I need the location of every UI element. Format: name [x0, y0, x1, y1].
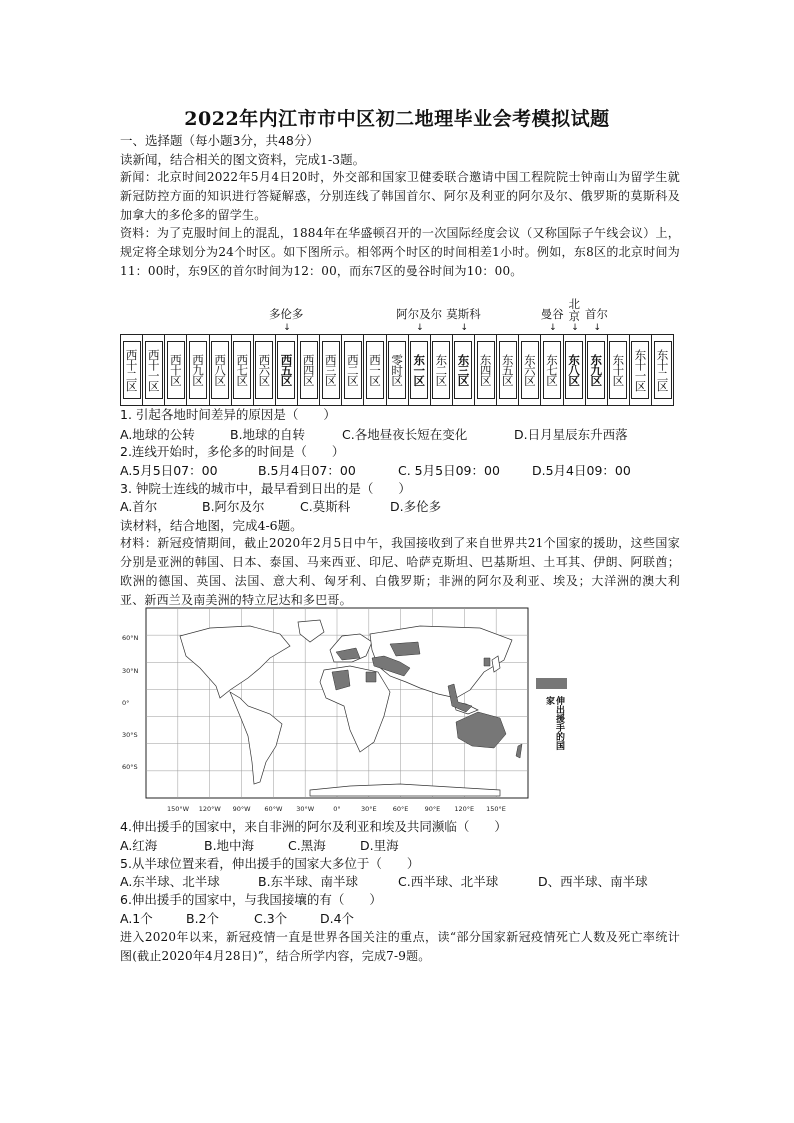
timezone-label: 东四区 — [477, 341, 495, 399]
timezone-label: 东九区 — [587, 341, 605, 399]
intro-text-2: 读材料，结合地图，完成4-6题。 — [120, 518, 303, 533]
timezone-cell — [608, 335, 630, 405]
question-1: 1. 引起各地时间差异的原因是（ ） — [120, 407, 336, 422]
timezone-city-label: 莫斯科 — [446, 307, 481, 321]
question-6-options — [120, 910, 700, 928]
option-b[interactable]: B.5月4日07：00 — [258, 463, 356, 478]
down-arrow-icon: ↓ — [416, 323, 424, 333]
timezone-cell — [519, 335, 541, 405]
option-b[interactable]: B.地中海 — [204, 838, 255, 853]
latitude-label: 60°S — [122, 763, 138, 771]
timezone-label: 东八区 — [565, 341, 583, 399]
latitude-label: 60°N — [122, 634, 139, 642]
timezone-cell — [497, 335, 519, 405]
timezone-cell — [187, 335, 209, 405]
longitude-label: 60°W — [264, 805, 283, 813]
timezone-cell — [541, 335, 563, 405]
timezone-cell — [630, 335, 652, 405]
option-b[interactable]: B.东半球、南半球 — [258, 874, 359, 889]
option-d[interactable]: D.多伦多 — [390, 499, 442, 514]
latitude-label: 0° — [122, 699, 130, 707]
longitude-label: 150°E — [486, 805, 506, 813]
timezone-city-label: 多伦多 — [268, 307, 304, 321]
option-d[interactable]: D.5月4日09：00 — [532, 463, 631, 478]
timezone-label: 东七区 — [543, 341, 561, 399]
question-4: 4.伸出援手的国家中，来自非洲的阿尔及利亚和埃及共同濒临（ ） — [120, 819, 507, 834]
timezone-cell — [210, 335, 232, 405]
longitude-label: 90°W — [232, 805, 251, 813]
timezone-label: 西十一区 — [145, 341, 163, 399]
timezone-label: 西十二区 — [123, 341, 141, 399]
timezone-label: 东三区 — [454, 341, 472, 399]
timezone-cell — [409, 335, 431, 405]
down-arrow-icon: ↓ — [283, 323, 291, 333]
material-paragraph-2: 材料：新冠疫情期间，截止2020年2月5日中午，我国接收到了来自世界共21个国家的援助，这些国家分别是亚洲的韩国、日本、泰国、马来西亚、印尼、哈萨克斯坦、巴基斯坦、土耳其、伊朗、阿联酋；欧洲的德国、英国、法国、意大利、匈牙利、白俄罗斯；非洲的阿尔及利亚、埃及；大洋洲的澳大利亚、新西兰及南美洲的特立尼达和多巴哥。 — [120, 536, 680, 607]
option-b[interactable]: B.2个 — [186, 911, 220, 926]
longitude-label: 120°E — [454, 805, 475, 813]
timezone-label: 东一区 — [410, 341, 428, 399]
timezone-label: 西一区 — [366, 341, 384, 399]
longitude-label: 120°W — [198, 805, 221, 813]
option-c[interactable]: C.各地昼夜长短在变化 — [342, 427, 468, 442]
intro-text-3: 进入2020年以来，新冠疫情一直是世界各国关注的重点，读“部分国家新冠疫情死亡人数及死亡率统计图(截止2020年4月28日)”，结合所学内容，完成7-9题。 — [120, 930, 680, 963]
option-a[interactable]: A.红海 — [120, 838, 158, 853]
section-heading: 一、选择题（每小题3分，共48分） — [120, 133, 319, 148]
option-a[interactable]: A.首尔 — [120, 499, 158, 514]
option-d[interactable]: D.4个 — [320, 911, 355, 926]
down-arrow-icon: ↓ — [549, 323, 557, 333]
question-4-options — [120, 837, 700, 855]
latitude-label: 30°S — [122, 731, 138, 739]
question-3: 3. 钟院士连线的城市中，最早看到日出的是（ ） — [120, 481, 411, 496]
option-a[interactable]: A.地球的公转 — [120, 427, 195, 442]
timezone-label: 东五区 — [499, 341, 517, 399]
map-legend — [534, 676, 570, 756]
down-arrow-icon: ↓ — [593, 323, 601, 333]
option-b[interactable]: B.阿尔及尔 — [202, 499, 265, 514]
world-map — [120, 606, 530, 818]
timezone-label: 东六区 — [521, 341, 539, 399]
timezone-cell — [121, 335, 143, 405]
option-d[interactable]: D.里海 — [360, 838, 399, 853]
timezone-cell — [652, 335, 673, 405]
page-title: 2022年内江市市中区初二地理毕业会考模拟试题 — [184, 108, 610, 130]
timezone-label: 西二区 — [344, 341, 362, 399]
timezone-cell — [254, 335, 276, 405]
timezone-label: 西六区 — [255, 341, 273, 399]
legend-label: 伸出援手的国家 — [544, 696, 564, 750]
down-arrow-icon: ↓ — [460, 323, 469, 333]
option-c[interactable]: C.莫斯科 — [300, 499, 351, 514]
question-5-options — [120, 873, 700, 891]
timezone-cell — [276, 335, 298, 405]
timezone-cell — [564, 335, 586, 405]
timezone-city-label: 曼谷 — [540, 307, 564, 321]
option-c[interactable]: C. 5月5日09：00 — [398, 463, 500, 478]
question-1-options — [120, 426, 700, 444]
longitude-label: 30°W — [296, 805, 315, 813]
longitude-label: 30°E — [360, 805, 377, 813]
timezone-label: 西九区 — [189, 341, 207, 399]
option-c[interactable]: C.3个 — [254, 911, 288, 926]
timezone-cell — [453, 335, 475, 405]
timezone-label: 东十区 — [609, 341, 627, 399]
question-2: 2.连线开始时，多伦多的时间是（ ） — [120, 444, 345, 459]
option-c[interactable]: C.西半球、北半球 — [398, 874, 499, 889]
down-arrow-icon: ↓ — [571, 323, 579, 333]
timezone-label: 东十一区 — [631, 341, 649, 399]
timezone-cell — [342, 335, 364, 405]
timezone-cell — [232, 335, 254, 405]
option-a[interactable]: A.5月5日07：00 — [120, 463, 218, 478]
timezone-label: 西三区 — [322, 341, 340, 399]
longitude-label: 90°E — [424, 805, 441, 813]
option-d[interactable]: D.日月星辰东升西落 — [514, 427, 628, 442]
timezone-cell — [364, 335, 386, 405]
timezone-cell — [431, 335, 453, 405]
legend-swatch — [536, 678, 567, 689]
timezone-cell — [387, 335, 409, 405]
timezone-city-label: 首尔 — [584, 307, 608, 321]
option-c[interactable]: C.黑海 — [288, 838, 326, 853]
timezone-label: 西五区 — [277, 341, 295, 399]
news-paragraph: 新闻：北京时间2022年5月4日20时，外交部和国家卫健委联合邀请中国工程院院士钟南山为留学生就新冠防控方面的知识进行答疑解惑，分别连线了韩国首尔、阿尔及利亚的阿尔及尔、俄罗斯的莫斯科及加拿大的多伦多的留学生。 — [120, 170, 680, 222]
timezone-label: 西四区 — [300, 341, 318, 399]
question-6: 6.伸出援手的国家中，与我国接壤的有（ ） — [120, 892, 382, 907]
option-a[interactable]: A.东半球、北半球 — [120, 874, 220, 889]
intro-text: 读新闻，结合相关的图文资料，完成1-3题。 — [120, 152, 366, 167]
timezone-label: 西十区 — [167, 341, 185, 399]
timezone-label: 西七区 — [233, 341, 251, 399]
longitude-label: 150°W — [166, 805, 190, 813]
timezone-city-labels — [120, 298, 676, 334]
timezone-label: 东二区 — [432, 341, 450, 399]
question-2-options — [120, 462, 700, 480]
latitude-label: 30°N — [122, 667, 139, 675]
timezone-cell — [475, 335, 497, 405]
option-b[interactable]: B.地球的自转 — [230, 427, 306, 442]
timezone-label: 东十二区 — [654, 341, 672, 399]
option-a[interactable]: A.1个 — [120, 911, 153, 926]
option-d[interactable]: D、西半球、南半球 — [538, 874, 648, 889]
timezone-cell — [586, 335, 608, 405]
question-3-options — [120, 498, 700, 516]
timezone-city-label: 北京 — [568, 297, 581, 323]
timezone-city-label: 阿尔及尔 — [396, 307, 443, 321]
timezone-cell — [143, 335, 165, 405]
longitude-label: 0° — [333, 805, 341, 813]
timezone-cell — [320, 335, 342, 405]
timezone-label: 零时区 — [388, 341, 406, 399]
timezone-cell — [165, 335, 187, 405]
timezone-cell — [298, 335, 320, 405]
material-paragraph: 资料：为了克服时间上的混乱，1884年在华盛顿召开的一次国际经度会议（又称国际子午线会议）上，规定将全球划分为24个时区。如下图所示。相邻两个时区的时间相差1小时。例如，东8区的北京时间为11：00时，东9区的首尔时间为12：00，而东7区的曼谷时间为10：00。 — [120, 226, 680, 278]
timezone-table — [120, 334, 674, 406]
question-5: 5.从半球位置来看，伸出援手的国家大多位于（ ） — [120, 856, 420, 871]
longitude-label: 60°E — [392, 805, 409, 813]
timezone-label: 西八区 — [211, 341, 229, 399]
